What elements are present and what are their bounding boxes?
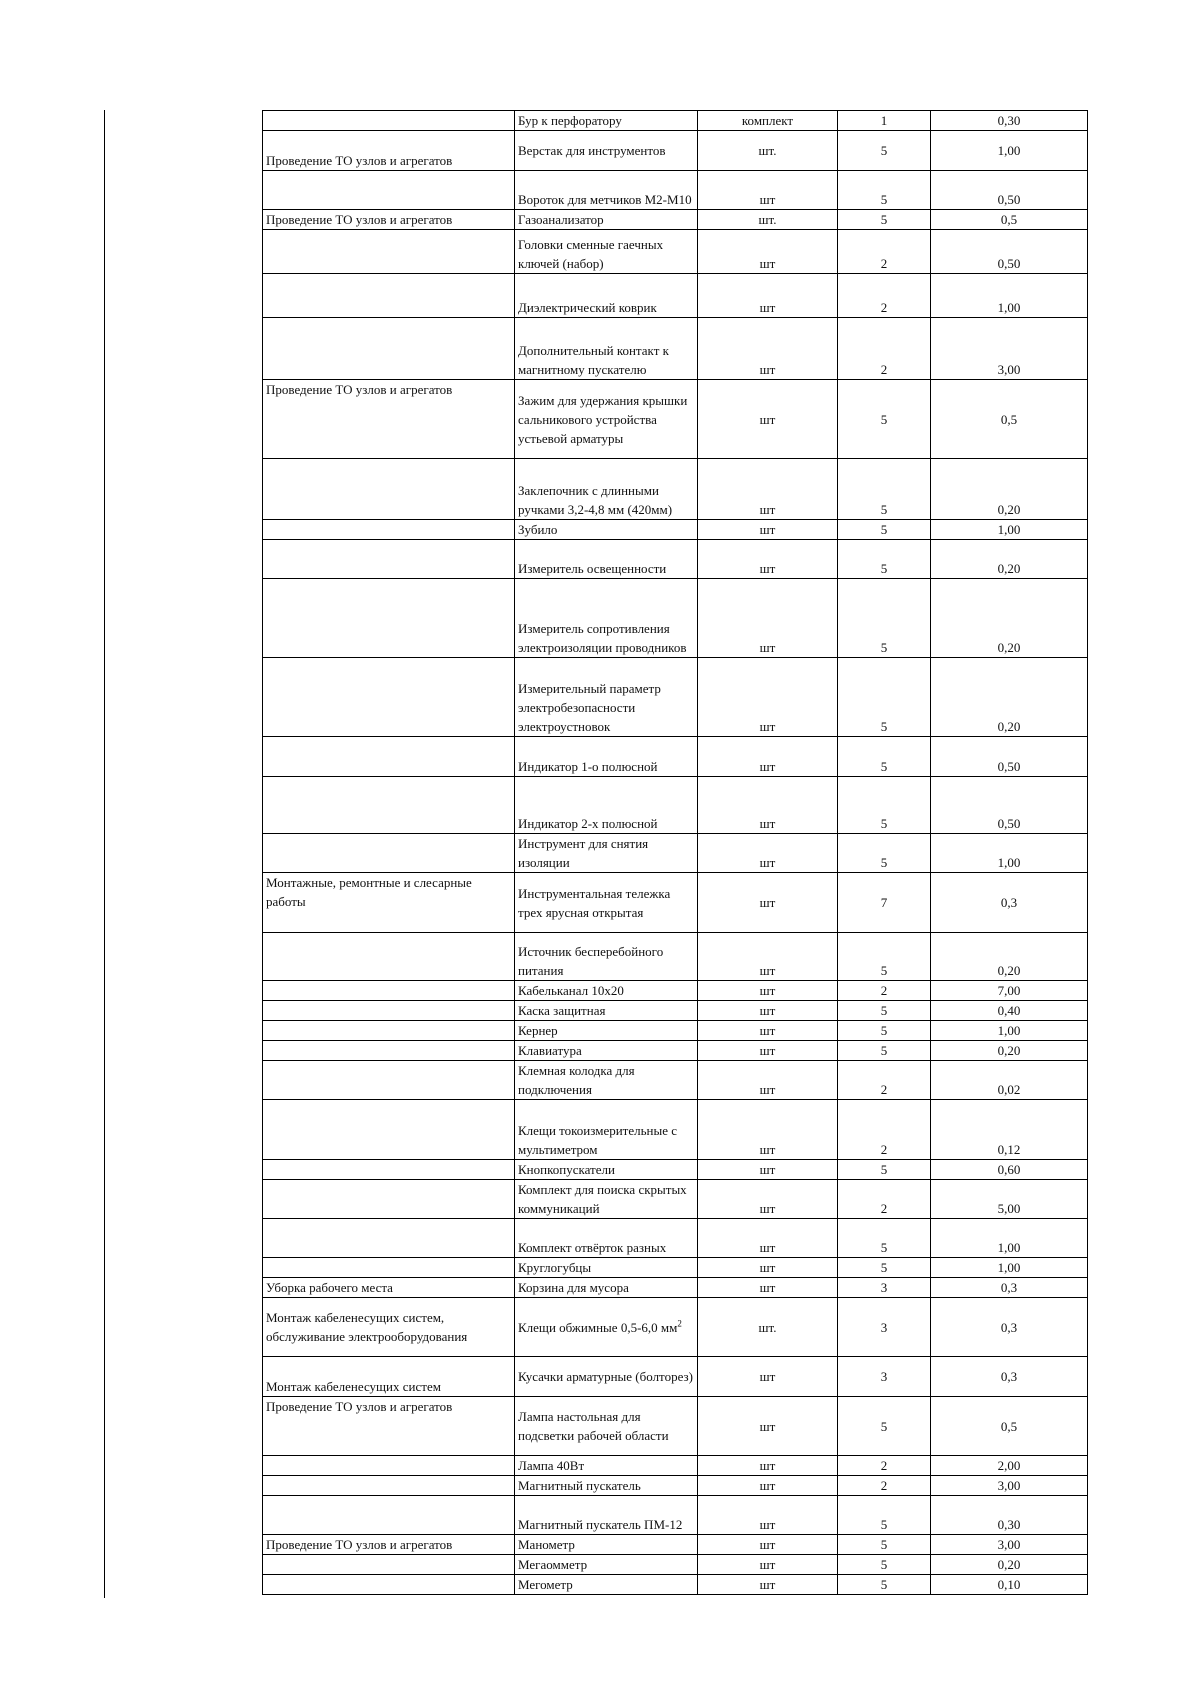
quantity-cell: 2: [838, 274, 931, 318]
item-name-cell: Измеритель освещенности: [515, 540, 698, 579]
unit-cell: шт: [698, 459, 838, 520]
work-type-cell: [263, 579, 515, 658]
unit-cell: шт: [698, 1535, 838, 1555]
quantity-cell: 5: [838, 834, 931, 873]
quantity-cell: 2: [838, 1180, 931, 1219]
work-type-cell: Проведение ТО узлов и агрегатов: [263, 131, 515, 171]
norm-cell: 0,60: [931, 1160, 1088, 1180]
quantity-cell: 3: [838, 1298, 931, 1357]
item-name-cell: Инструмент для снятия изоляции: [515, 834, 698, 873]
item-name-cell: Заклепочник с длинными ручками 3,2-4,8 мм (420мм): [515, 459, 698, 520]
equipment-table-body: [263, 111, 1088, 1595]
work-type-cell: [263, 520, 515, 540]
unit-cell: комплект: [698, 111, 838, 131]
table-row: [263, 380, 1088, 459]
table-row: [263, 1535, 1088, 1555]
work-type-cell: [263, 1061, 515, 1100]
norm-cell: 0,3: [931, 873, 1088, 933]
quantity-cell: 5: [838, 1258, 931, 1278]
quantity-cell: 5: [838, 1160, 931, 1180]
quantity-cell: 7: [838, 873, 931, 933]
table-row: [263, 834, 1088, 873]
norm-cell: 1,00: [931, 1219, 1088, 1258]
norm-cell: 1,00: [931, 274, 1088, 318]
norm-cell: 0,40: [931, 1001, 1088, 1021]
table-row: [263, 1100, 1088, 1160]
item-name-cell: Инструментальная тележка трех ярусная открытая: [515, 873, 698, 933]
unit-cell: шт: [698, 1357, 838, 1397]
norm-cell: 0,20: [931, 1555, 1088, 1575]
table-row: [263, 1041, 1088, 1061]
table-row: [263, 459, 1088, 520]
norm-cell: 0,3: [931, 1278, 1088, 1298]
quantity-cell: 5: [838, 1041, 931, 1061]
unit-cell: шт.: [698, 1298, 838, 1357]
table-row: [263, 210, 1088, 230]
table-row: [263, 230, 1088, 274]
norm-cell: 0,50: [931, 171, 1088, 210]
item-name-cell: Источник бесперебойного питания: [515, 933, 698, 981]
norm-cell: 0,10: [931, 1575, 1088, 1595]
norm-cell: 0,20: [931, 933, 1088, 981]
table-row: [263, 658, 1088, 737]
work-type-cell: [263, 1476, 515, 1496]
work-type-cell: [263, 834, 515, 873]
item-name-cell: Кусачки арматурные (болторез): [515, 1357, 698, 1397]
quantity-cell: 5: [838, 1535, 931, 1555]
item-name-cell: Головки сменные гаечных ключей (набор): [515, 230, 698, 274]
quantity-cell: 5: [838, 520, 931, 540]
item-name-cell: Дополнительный контакт к магнитному пускателю: [515, 318, 698, 380]
quantity-cell: 5: [838, 737, 931, 777]
work-type-cell: [263, 1180, 515, 1219]
norm-cell: 1,00: [931, 834, 1088, 873]
quantity-cell: 2: [838, 1456, 931, 1476]
unit-cell: шт: [698, 1456, 838, 1476]
unit-cell: шт: [698, 540, 838, 579]
norm-cell: 0,20: [931, 540, 1088, 579]
norm-cell: 0,5: [931, 380, 1088, 459]
work-type-cell: [263, 1496, 515, 1535]
quantity-cell: 3: [838, 1357, 931, 1397]
unit-cell: шт: [698, 1258, 838, 1278]
unit-cell: шт: [698, 1575, 838, 1595]
work-type-cell: [263, 1160, 515, 1180]
work-type-cell: [263, 459, 515, 520]
quantity-cell: 5: [838, 777, 931, 834]
work-type-cell: [263, 658, 515, 737]
table-row: [263, 1575, 1088, 1595]
work-type-cell: [263, 111, 515, 131]
quantity-cell: 3: [838, 1278, 931, 1298]
item-name-cell: Мегаомметр: [515, 1555, 698, 1575]
table-row: [263, 131, 1088, 171]
table-row: [263, 777, 1088, 834]
table-row: [263, 1496, 1088, 1535]
norm-cell: 0,50: [931, 737, 1088, 777]
unit-cell: шт: [698, 1476, 838, 1496]
unit-cell: шт: [698, 1160, 838, 1180]
item-name-cell: Клемная колодка для подключения: [515, 1061, 698, 1100]
norm-cell: 2,00: [931, 1456, 1088, 1476]
work-type-cell: [263, 171, 515, 210]
work-type-cell: Монтаж кабеленесущих систем, обслуживание электрооборудования: [263, 1298, 515, 1357]
quantity-cell: 5: [838, 1496, 931, 1535]
norm-cell: 0,30: [931, 111, 1088, 131]
item-name-cell: Клещи обжимные 0,5-6,0 $мм^2$: [515, 1298, 698, 1357]
work-type-cell: [263, 737, 515, 777]
work-type-cell: [263, 540, 515, 579]
unit-cell: шт: [698, 873, 838, 933]
item-name-cell: Газоанализатор: [515, 210, 698, 230]
work-type-cell: [263, 1041, 515, 1061]
unit-cell: шт: [698, 1021, 838, 1041]
norm-cell: 0,20: [931, 1041, 1088, 1061]
unit-cell: шт: [698, 1219, 838, 1258]
norm-cell: 1,00: [931, 1258, 1088, 1278]
quantity-cell: 5: [838, 1021, 931, 1041]
unit-cell: шт: [698, 274, 838, 318]
unit-cell: шт: [698, 520, 838, 540]
table-row: [263, 981, 1088, 1001]
item-name-cell: Верстак для инструментов: [515, 131, 698, 171]
item-name-cell: Кернер: [515, 1021, 698, 1041]
table-row: [263, 1160, 1088, 1180]
table-row: [263, 1180, 1088, 1219]
norm-cell: 1,00: [931, 131, 1088, 171]
table-row: [263, 1001, 1088, 1021]
work-type-cell: Монтажные, ремонтные и слесарные работы: [263, 873, 515, 933]
item-name-cell: Диэлектрический коврик: [515, 274, 698, 318]
work-type-cell: Монтаж кабеленесущих систем: [263, 1357, 515, 1397]
unit-cell: шт: [698, 579, 838, 658]
item-name-cell: Магнитный пускатель ПМ-12: [515, 1496, 698, 1535]
work-type-cell: [263, 1100, 515, 1160]
table-row: [263, 520, 1088, 540]
norm-cell: 0,3: [931, 1298, 1088, 1357]
item-name-cell: Корзина для мусора: [515, 1278, 698, 1298]
equipment-table: [262, 110, 1088, 1595]
unit-cell: шт: [698, 318, 838, 380]
unit-cell: шт: [698, 171, 838, 210]
table-row: [263, 1298, 1088, 1357]
norm-cell: 0,3: [931, 1357, 1088, 1397]
unit-cell: шт: [698, 1001, 838, 1021]
table-row: [263, 1278, 1088, 1298]
table-row: [263, 1555, 1088, 1575]
unit-cell: шт: [698, 1180, 838, 1219]
quantity-cell: 5: [838, 131, 931, 171]
item-name-cell: Измерительный параметр электробезопасности электроустновок: [515, 658, 698, 737]
work-type-cell: [263, 933, 515, 981]
quantity-cell: 5: [838, 459, 931, 520]
item-name-cell: Клавиатура: [515, 1041, 698, 1061]
quantity-cell: 5: [838, 933, 931, 981]
item-name-cell: Зажим для удержания крышки сальникового устройства устьевой арматуры: [515, 380, 698, 459]
table-row: [263, 1397, 1088, 1456]
quantity-cell: 2: [838, 981, 931, 1001]
work-type-cell: [263, 1001, 515, 1021]
norm-cell: 0,20: [931, 658, 1088, 737]
work-type-cell: [263, 1575, 515, 1595]
unit-cell: шт: [698, 1397, 838, 1456]
work-type-cell: Проведение ТО узлов и агрегатов: [263, 1535, 515, 1555]
table-row: [263, 1061, 1088, 1100]
table-row: [263, 1219, 1088, 1258]
left-margin-rule: [104, 110, 105, 1598]
quantity-cell: 2: [838, 1100, 931, 1160]
unit-cell: шт: [698, 933, 838, 981]
table-row: [263, 873, 1088, 933]
superscript: 2: [677, 1318, 682, 1329]
item-name-cell: Кнопкопускатели: [515, 1160, 698, 1180]
table-row: [263, 579, 1088, 658]
table-row: [263, 1476, 1088, 1496]
norm-cell: 0,50: [931, 230, 1088, 274]
norm-cell: 1,00: [931, 1021, 1088, 1041]
unit-cell: шт: [698, 981, 838, 1001]
table-row: [263, 274, 1088, 318]
work-type-cell: Уборка рабочего места: [263, 1278, 515, 1298]
unit-cell: шт: [698, 1061, 838, 1100]
item-name-cell: Комплект отвёрток разных: [515, 1219, 698, 1258]
quantity-cell: 5: [838, 579, 931, 658]
item-name-cell: Лампа настольная для подсветки рабочей области: [515, 1397, 698, 1456]
item-name-cell: Индикатор 1-о полюсной: [515, 737, 698, 777]
item-name-cell: Измеритель сопротивления электроизоляции проводников: [515, 579, 698, 658]
item-name-cell: Мегометр: [515, 1575, 698, 1595]
work-type-cell: [263, 1456, 515, 1476]
quantity-cell: 5: [838, 380, 931, 459]
table-row: [263, 1357, 1088, 1397]
work-type-cell: Проведение ТО узлов и агрегатов: [263, 1397, 515, 1456]
work-type-cell: Проведение ТО узлов и агрегатов: [263, 380, 515, 459]
quantity-cell: 5: [838, 1397, 931, 1456]
work-type-cell: [263, 1555, 515, 1575]
norm-cell: 0,50: [931, 777, 1088, 834]
quantity-cell: 5: [838, 171, 931, 210]
item-name-cell: Магнитный пускатель: [515, 1476, 698, 1496]
item-name-cell: Кабельканал 10х20: [515, 981, 698, 1001]
unit-cell: шт: [698, 1041, 838, 1061]
work-type-cell: [263, 1021, 515, 1041]
quantity-cell: 1: [838, 111, 931, 131]
unit-cell: шт: [698, 380, 838, 459]
item-name-cell: Лампа 40Вт: [515, 1456, 698, 1476]
table-row: [263, 171, 1088, 210]
norm-cell: 3,00: [931, 1476, 1088, 1496]
unit-cell: шт: [698, 1278, 838, 1298]
table-row: [263, 111, 1088, 131]
unit-cell: шт.: [698, 210, 838, 230]
norm-cell: 0,20: [931, 579, 1088, 658]
table-row: [263, 318, 1088, 380]
unit-cell: шт.: [698, 131, 838, 171]
item-name-cell: Зубило: [515, 520, 698, 540]
work-type-cell: [263, 318, 515, 380]
work-type-cell: Проведение ТО узлов и агрегатов: [263, 210, 515, 230]
quantity-cell: 2: [838, 1061, 931, 1100]
norm-cell: 1,00: [931, 520, 1088, 540]
quantity-cell: 5: [838, 1555, 931, 1575]
item-name-cell: Вороток для метчиков М2-М10: [515, 171, 698, 210]
unit-cell: шт: [698, 230, 838, 274]
norm-cell: 5,00: [931, 1180, 1088, 1219]
table-row: [263, 1258, 1088, 1278]
table-row: [263, 540, 1088, 579]
quantity-cell: 2: [838, 230, 931, 274]
work-type-cell: [263, 230, 515, 274]
norm-cell: 0,02: [931, 1061, 1088, 1100]
norm-cell: 0,12: [931, 1100, 1088, 1160]
work-type-cell: [263, 1258, 515, 1278]
item-name-cell: Клещи токоизмерительные с мультиметром: [515, 1100, 698, 1160]
quantity-cell: 5: [838, 658, 931, 737]
norm-cell: 3,00: [931, 1535, 1088, 1555]
unit-cell: шт: [698, 1555, 838, 1575]
norm-cell: 7,00: [931, 981, 1088, 1001]
unit-cell: шт: [698, 1496, 838, 1535]
unit-cell: шт: [698, 834, 838, 873]
work-type-cell: [263, 777, 515, 834]
quantity-cell: 5: [838, 540, 931, 579]
norm-cell: 0,30: [931, 1496, 1088, 1535]
unit-cell: шт: [698, 658, 838, 737]
unit-cell: шт: [698, 1100, 838, 1160]
quantity-cell: 5: [838, 210, 931, 230]
quantity-cell: 2: [838, 1476, 931, 1496]
item-name-cell: Комплект для поиска скрытых коммуникаций: [515, 1180, 698, 1219]
table-row: [263, 737, 1088, 777]
norm-cell: 0,5: [931, 1397, 1088, 1456]
item-name-cell: Индикатор 2-х полюсной: [515, 777, 698, 834]
quantity-cell: 5: [838, 1001, 931, 1021]
table-row: [263, 1456, 1088, 1476]
quantity-cell: 5: [838, 1219, 931, 1258]
table-row: [263, 933, 1088, 981]
item-name-cell: Бур к перфоратору: [515, 111, 698, 131]
item-name-cell: Круглогубцы: [515, 1258, 698, 1278]
norm-cell: 3,00: [931, 318, 1088, 380]
table-row: [263, 1021, 1088, 1041]
norm-cell: 0,20: [931, 459, 1088, 520]
quantity-cell: 5: [838, 1575, 931, 1595]
work-type-cell: [263, 274, 515, 318]
norm-cell: 0,5: [931, 210, 1088, 230]
quantity-cell: 2: [838, 318, 931, 380]
work-type-cell: [263, 981, 515, 1001]
unit-cell: шт: [698, 737, 838, 777]
item-name-cell: Манометр: [515, 1535, 698, 1555]
work-type-cell: [263, 1219, 515, 1258]
item-name-cell: Каска защитная: [515, 1001, 698, 1021]
unit-cell: шт: [698, 777, 838, 834]
